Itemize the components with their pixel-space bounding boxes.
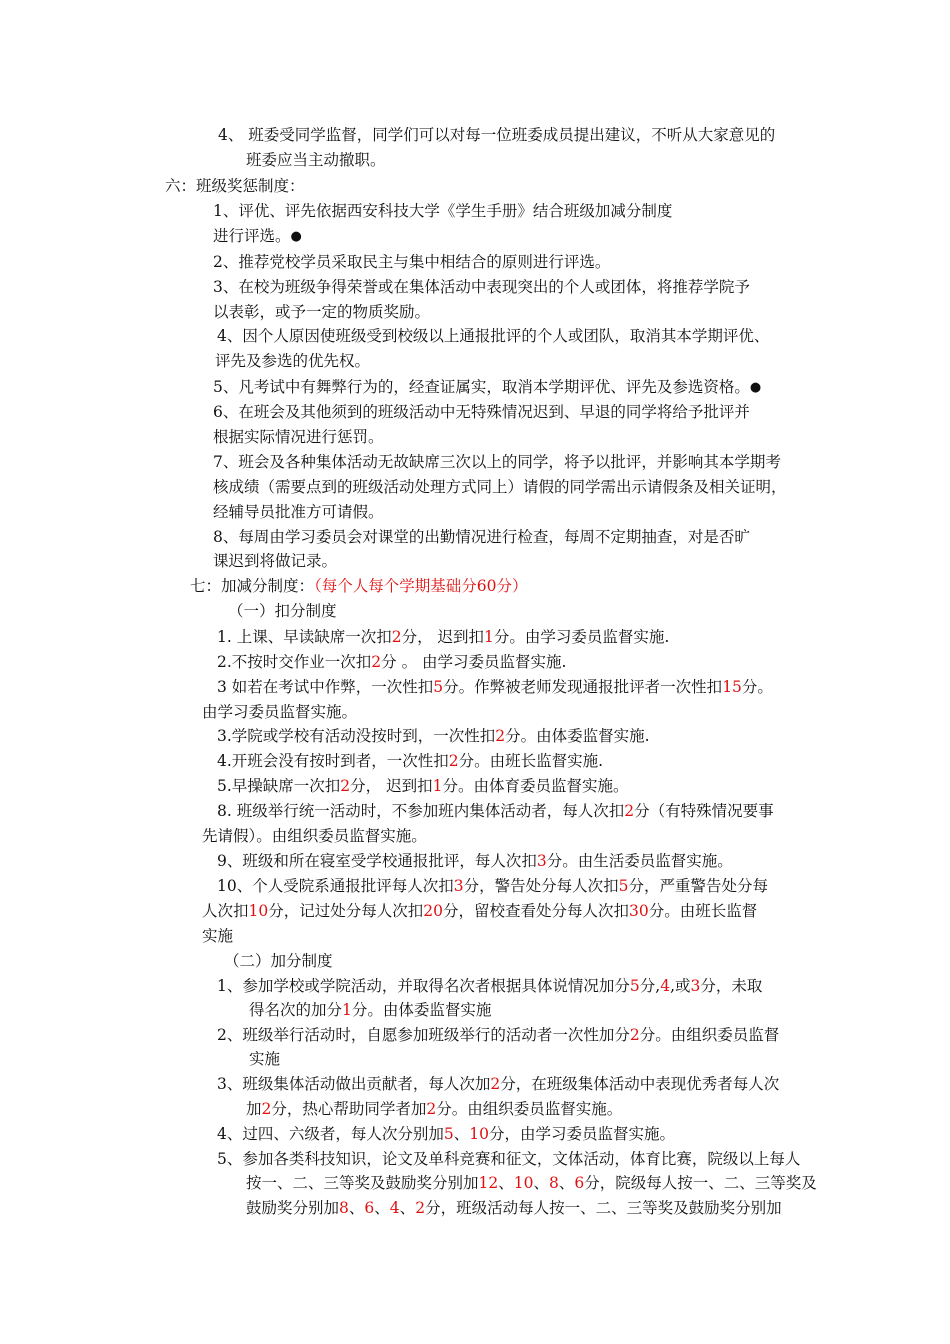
line-text: 分，严重警告处分每	[628, 877, 769, 895]
line-text: 1、参加学校或学院活动，并取得名次者根据具体说情况加分	[217, 977, 630, 995]
line-text: 分。由体委监督实施.	[505, 727, 650, 745]
highlight-value: 1	[342, 1001, 352, 1019]
highlight-value: 2	[490, 1075, 501, 1093]
line-text: 分 。 由学习委员监督实施.	[381, 653, 567, 671]
highlight-value: 3	[690, 977, 701, 995]
line-text: 实施	[249, 1050, 281, 1068]
line-text: 8、每周由学习委员会对课堂的出勤情况进行检查，每周不定期抽查，对是否旷	[213, 528, 750, 546]
highlight-value: 10	[469, 1125, 489, 1143]
line-text: 人次扣	[202, 902, 249, 920]
line-text: 七：加减分制度：	[190, 577, 315, 595]
highlight-value: 15	[722, 678, 742, 696]
text-line	[213, 526, 750, 548]
text-line	[213, 376, 761, 399]
highlight-value: 6	[364, 1199, 375, 1217]
line-text: 4.开班会没有按时到者，一次性扣	[217, 752, 449, 770]
bullet-dot: ●	[290, 229, 302, 244]
line-text: 6、在班会及其他须到的班级活动中无特殊情况迟到、早退的同学将给予批评并	[213, 403, 750, 421]
text-line	[202, 701, 357, 723]
highlight-value: 5	[433, 678, 444, 696]
highlight-value: 2	[261, 1100, 272, 1118]
line-text: 分，在班级集体活动中表现优秀者每人次	[500, 1075, 780, 1093]
highlight-value: 2	[415, 1199, 426, 1217]
text-line	[213, 225, 302, 248]
text-line	[213, 301, 430, 323]
line-text: 7、班会及各种集体活动无故缺席三次以上的同学，将予以批评，并影响其本学期考	[213, 453, 781, 471]
highlight-value: 2	[629, 1026, 640, 1044]
highlight-value: 1	[484, 628, 494, 646]
text-line	[213, 401, 750, 423]
highlight-value: 4	[389, 1199, 400, 1217]
text-line	[217, 676, 773, 698]
highlight-value: 8	[549, 1174, 559, 1192]
line-text: 评先及参选的优先权。	[215, 352, 371, 370]
line-text: 3 如若在考试中作弊，一次性扣	[217, 678, 434, 696]
highlight-value: 4	[660, 977, 671, 995]
highlight-value: 2	[448, 752, 459, 770]
line-text: 分，警告处分每人次扣	[463, 877, 619, 895]
text-line	[217, 750, 603, 772]
line-text: 分。作弊被老师发现通报批评者一次性扣	[443, 678, 723, 696]
text-line	[246, 1197, 782, 1219]
line-text: 由学习委员监督实施。	[202, 703, 358, 721]
text-line	[217, 1024, 779, 1046]
highlight-value: 5	[629, 977, 640, 995]
text-line	[213, 200, 672, 222]
line-text: 、	[399, 1199, 416, 1217]
text-line	[228, 600, 337, 622]
line-text: 3、在校为班级争得荣誉或在集体活动中表现突出的个人或团体，将推荐学院予	[213, 278, 750, 296]
highlight-value: 8	[339, 1199, 349, 1217]
highlight-value: 5	[618, 877, 629, 895]
text-line	[224, 950, 333, 972]
line-text: 分。由生活委员监督实施。	[546, 852, 733, 870]
text-line	[213, 550, 337, 572]
text-line	[217, 975, 762, 997]
line-text: 分，院级每人按一、二、三等奖及	[584, 1174, 817, 1192]
line-text: 、	[498, 1174, 514, 1192]
text-line	[202, 925, 233, 947]
text-line	[190, 575, 528, 597]
line-text: ,或	[670, 977, 691, 995]
line-text: 六：班级奖惩制度：	[165, 177, 305, 195]
text-line	[246, 1172, 817, 1194]
line-text: 分（有特殊情况要事	[634, 802, 774, 820]
text-line	[213, 276, 750, 298]
text-line	[202, 825, 427, 847]
line-text: 分，未取	[700, 977, 763, 995]
text-line	[217, 775, 629, 797]
text-line	[217, 325, 769, 347]
line-text: 、	[348, 1199, 365, 1217]
line-text: 以表彰，或予一定的物质奖励。	[213, 303, 431, 321]
line-text: 、	[374, 1199, 390, 1217]
line-text: 核成绩（需要点到的班级活动处理方式同上）请假的同学需出示请假条及相关证明，	[213, 478, 787, 496]
line-text: 实施	[202, 927, 234, 945]
line-text: 、	[453, 1125, 470, 1143]
text-line	[213, 426, 384, 448]
line-text: 1. 上课、早读缺席一次扣	[217, 628, 392, 646]
line-text: 分。由组织委员监督	[639, 1026, 780, 1044]
text-line	[217, 725, 650, 747]
text-line	[246, 1098, 622, 1120]
line-text: 、	[558, 1174, 575, 1192]
highlight-value: 3	[536, 852, 547, 870]
text-line	[217, 651, 566, 673]
line-text: 4、 班委受同学监督，同学们可以对每一位班委成员提出建议，不听从大家意见的	[218, 126, 776, 144]
highlight-value: 2	[340, 777, 351, 795]
line-text: 、	[533, 1174, 550, 1192]
line-text: 分，由学习委员监督实施。	[489, 1125, 676, 1143]
text-line	[246, 149, 386, 171]
highlight-value: 3	[453, 877, 464, 895]
highlight-value: 1	[432, 777, 443, 795]
line-text: 2、推荐党校学员采取民主与集中相结合的原则进行评选。	[213, 253, 611, 271]
highlight-value: 10	[248, 902, 269, 920]
line-text: 分， 迟到扣	[350, 777, 433, 795]
text-line	[213, 451, 781, 473]
highlight-value: 2	[495, 727, 506, 745]
line-text: 先请假）。由组织委员监督实施。	[202, 827, 427, 845]
text-line	[217, 1123, 675, 1145]
line-text: 进行评选。	[213, 227, 291, 245]
text-line	[213, 251, 610, 273]
line-text: 班委应当主动撤职。	[246, 151, 386, 169]
highlight-value: 2	[371, 653, 382, 671]
line-text: 分，留校查看处分每人次扣	[443, 902, 630, 920]
line-text: 分， 迟到扣	[401, 628, 485, 646]
line-text: 经辅导员批准方可请假。	[213, 503, 384, 521]
line-text: 分。由体委监督实施	[351, 1001, 492, 1019]
line-text: 4、过四、六级者，每人次分别加	[217, 1125, 444, 1143]
highlight-value: 6	[574, 1174, 585, 1192]
text-line	[217, 1148, 800, 1170]
highlight-value: 2	[391, 628, 402, 646]
line-text: 2、班级举行活动时，自愿参加班级举行的活动者一次性加分	[217, 1026, 630, 1044]
text-line	[217, 1073, 779, 1095]
text-line	[215, 350, 370, 372]
line-text: 9、班级和所在寝室受学校通报批评，每人次扣	[217, 852, 537, 870]
line-text: 8. 班级举行统一活动时，不参加班内集体活动者，每人次扣	[217, 802, 625, 820]
text-line	[165, 175, 305, 197]
line-text: 分,	[639, 977, 661, 995]
highlight-value: 20	[423, 902, 443, 920]
text-line	[217, 800, 774, 822]
line-text: 课迟到将做记录。	[213, 552, 338, 570]
text-line	[202, 900, 757, 922]
text-line	[249, 999, 491, 1021]
line-text: （一）扣分制度	[228, 602, 337, 620]
line-text: 分，记过处分每人次扣	[268, 902, 424, 920]
line-text: 2.不按时交作业一次扣	[217, 653, 372, 671]
line-text: 5、凡考试中有舞弊行为的，经查证属实，取消本学期评优、评先及参选资格。	[213, 378, 750, 396]
line-text: 按一、二、三等奖及鼓励奖分别加	[246, 1174, 479, 1192]
line-text: 分，热心帮助同学者加	[271, 1100, 427, 1118]
line-text: 5.早操缺席一次扣	[217, 777, 341, 795]
line-text: 分。由体育委员监督实施。	[442, 777, 629, 795]
line-text: 1、评优、评先依据西安科技大学《学生手册》结合班级加减分制度	[213, 202, 673, 220]
text-line	[217, 626, 669, 648]
line-text: 得名次的加分	[249, 1001, 343, 1019]
highlight-value: 10	[513, 1174, 534, 1192]
text-line	[218, 124, 775, 146]
text-line	[213, 501, 384, 523]
highlight-value: 2	[624, 802, 635, 820]
line-text: 分。由学习委员监督实施.	[493, 628, 670, 646]
highlight-value: 5	[443, 1125, 454, 1143]
highlight-value: 30	[629, 902, 649, 920]
line-text: 10、个人受院系通报批评每人次扣	[217, 877, 454, 895]
line-text: 分。由班长监督实施.	[458, 752, 604, 770]
highlight-value: （每个人每个学期基础分60分）	[314, 577, 528, 595]
highlight-value: 2	[426, 1100, 437, 1118]
line-text: 分。由组织委员监督实施。	[436, 1100, 623, 1118]
text-line	[217, 850, 733, 872]
line-text: 根据实际情况进行惩罚。	[213, 428, 384, 446]
line-text: 5、参加各类科技知识，论文及单科竞赛和征文，文体活动，体育比赛，院级以上每人	[217, 1150, 801, 1168]
highlight-value: 12	[478, 1174, 499, 1192]
line-text: 4、因个人原因使班级受到校级以上通报批评的个人或团队，取消其本学期评优、	[217, 327, 770, 345]
text-line	[217, 875, 768, 897]
line-text: 鼓励奖分别加	[246, 1199, 340, 1217]
line-text: 分，班级活动每人按一、二、三等奖及鼓励奖分别加	[425, 1199, 782, 1217]
line-text: 加	[246, 1100, 262, 1118]
line-text: 3、班级集体活动做出贡献者，每人次加	[217, 1075, 491, 1093]
line-text: （二）加分制度	[224, 952, 333, 970]
bullet-dot: ●	[749, 380, 762, 395]
text-line	[249, 1048, 280, 1070]
line-text: 3.学院或学校有活动没按时到，一次性扣	[217, 727, 496, 745]
text-line	[213, 476, 787, 498]
line-text: 分。由班长监督	[648, 902, 758, 920]
line-text: 分。	[741, 678, 773, 696]
